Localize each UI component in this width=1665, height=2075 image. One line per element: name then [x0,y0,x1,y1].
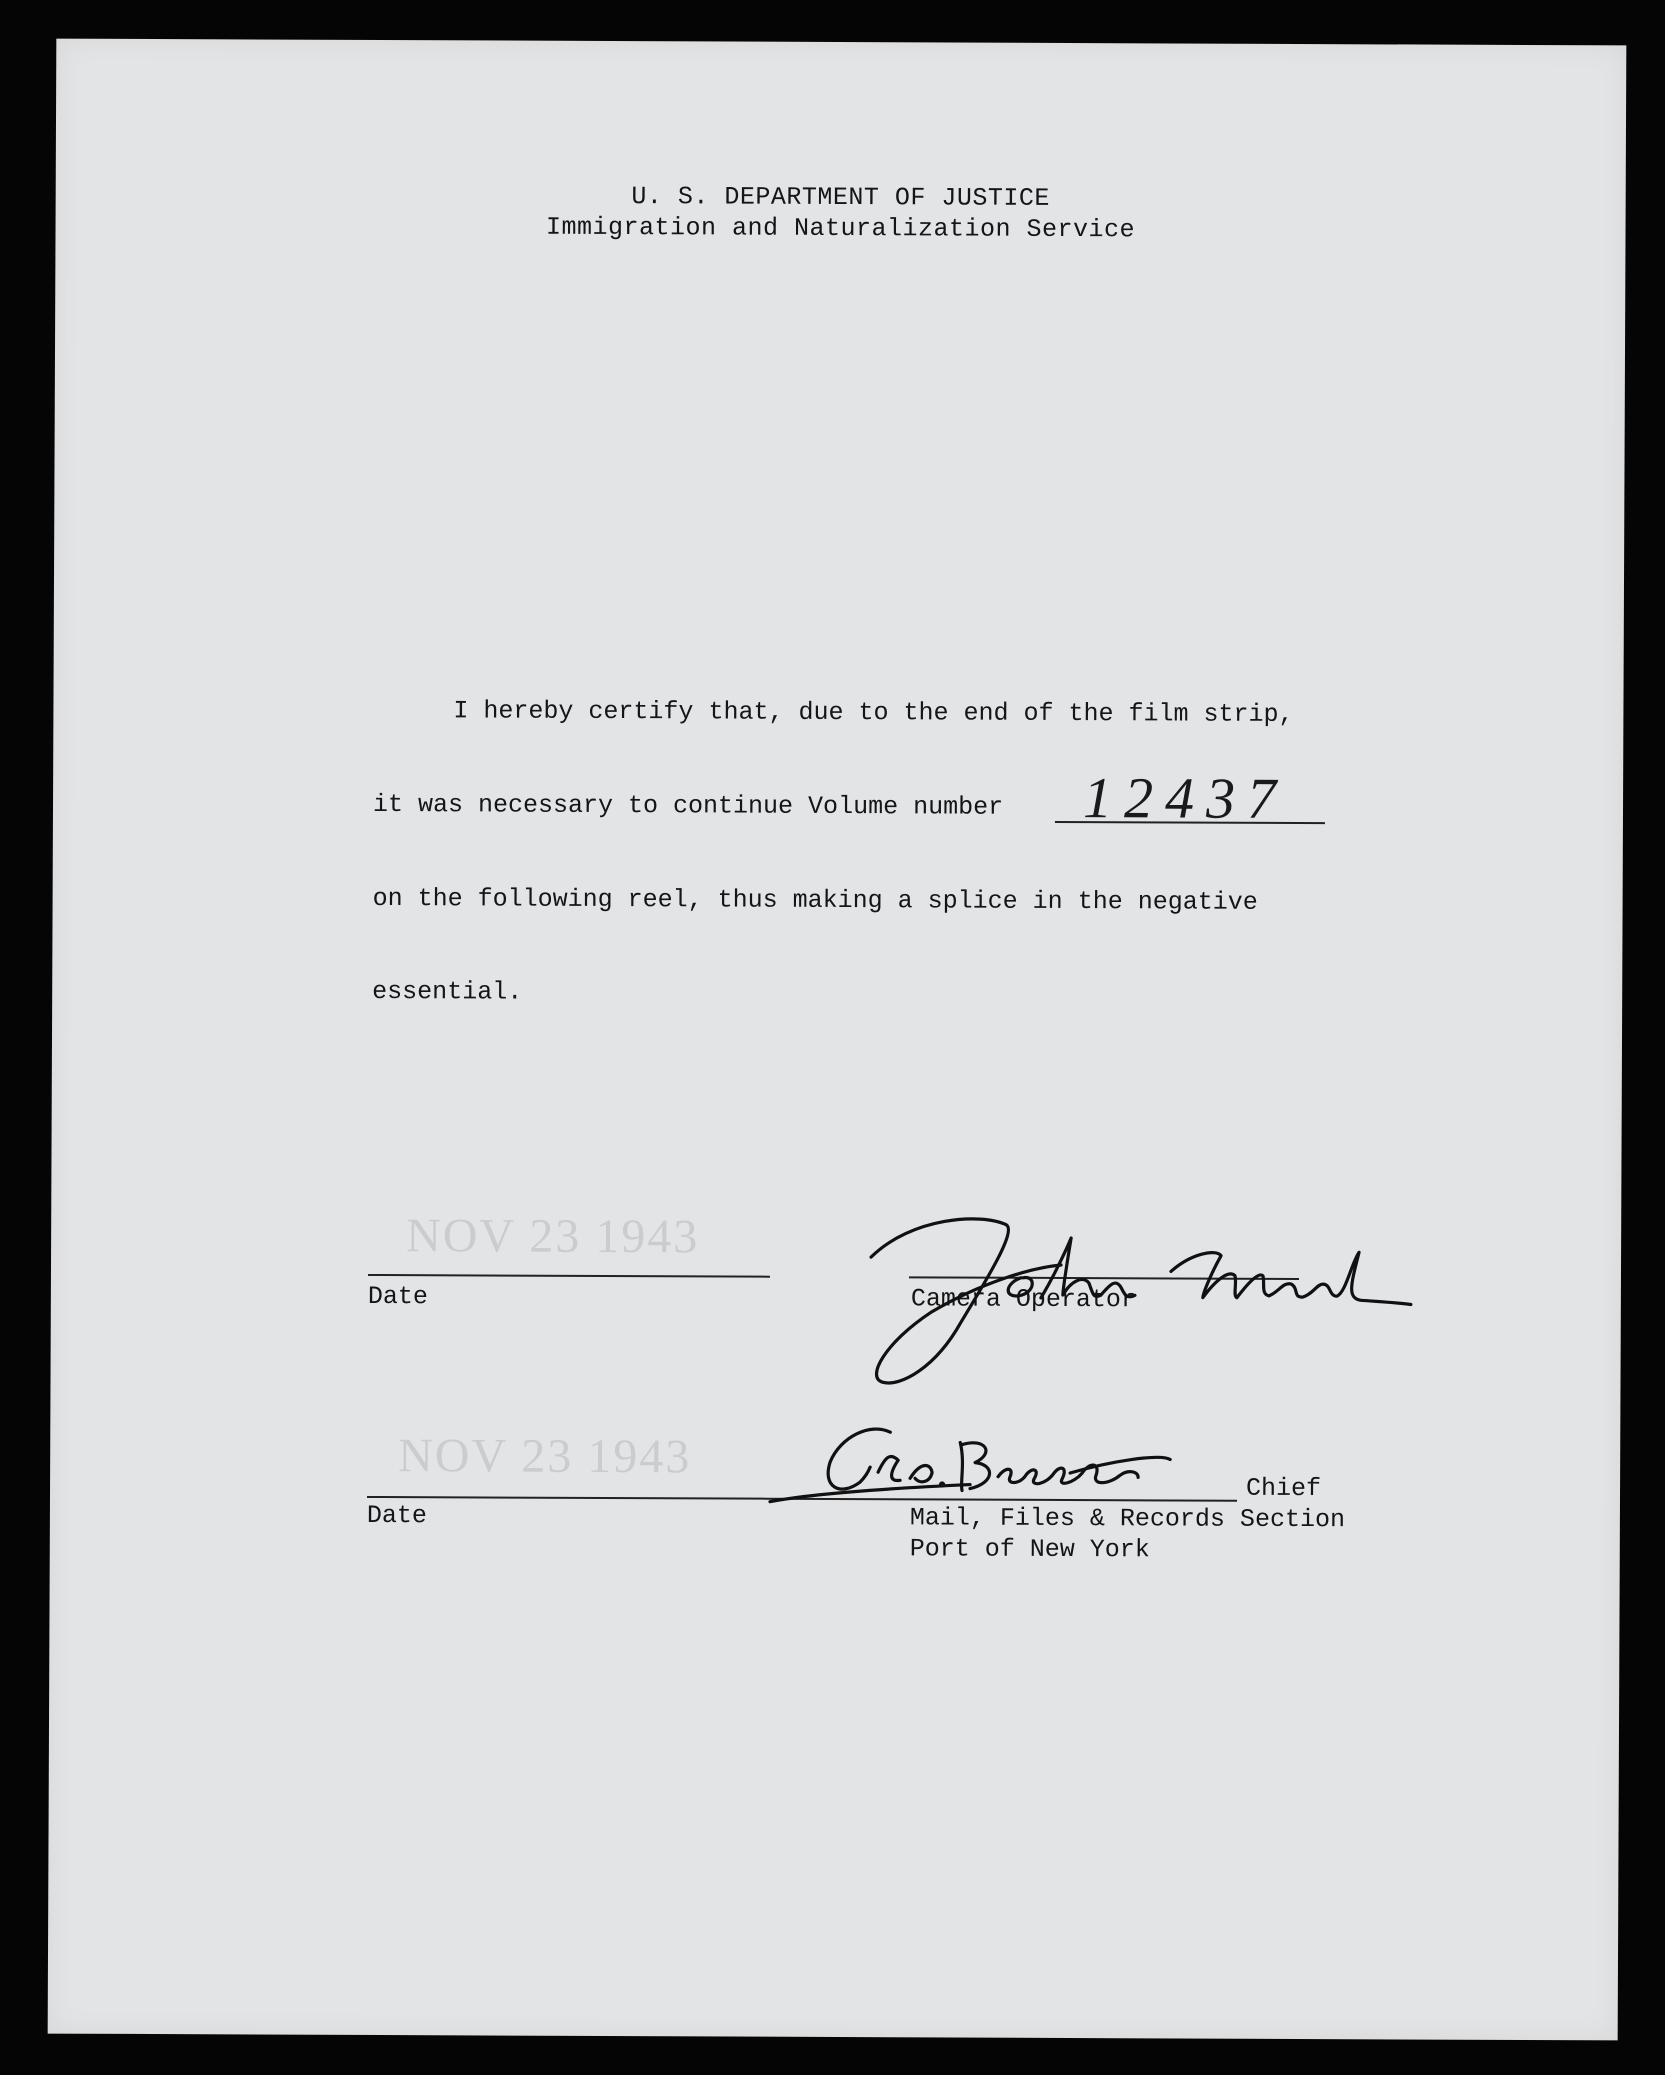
chief-signature [770,1402,1290,1514]
date-stamp-camera: NOV 23 1943 [406,1209,700,1264]
body-line-4: essential. [372,976,523,1007]
volume-number: 12437 [1082,765,1289,831]
date-line-camera [368,1274,770,1278]
port-label: Port of New York [909,1534,1150,1565]
body-line-3: on the following reel, thus making a splice in the negative [372,883,1258,917]
camera-operator-signature [830,1182,1391,1404]
document-page [48,39,1627,2041]
body-line-1: I hereby certify that, due to the end of the film strip, [453,696,1294,729]
section-label: Mail, Files & Records Section [909,1503,1346,1535]
date-label-camera: Date [367,1281,428,1312]
camera-operator-label: Camera Operator [910,1284,1136,1315]
header-service: Immigration and Naturalization Service [545,212,1136,245]
body-line-2: it was necessary to continue Volume number [372,789,1004,822]
date-line-chief [367,1496,767,1500]
date-stamp-chief: NOV 23 1943 [398,1429,692,1484]
chief-label: Chief [1245,1473,1322,1504]
date-label-chief: Date [366,1500,427,1531]
header-department: U. S. DEPARTMENT OF JUSTICE [631,182,1051,213]
